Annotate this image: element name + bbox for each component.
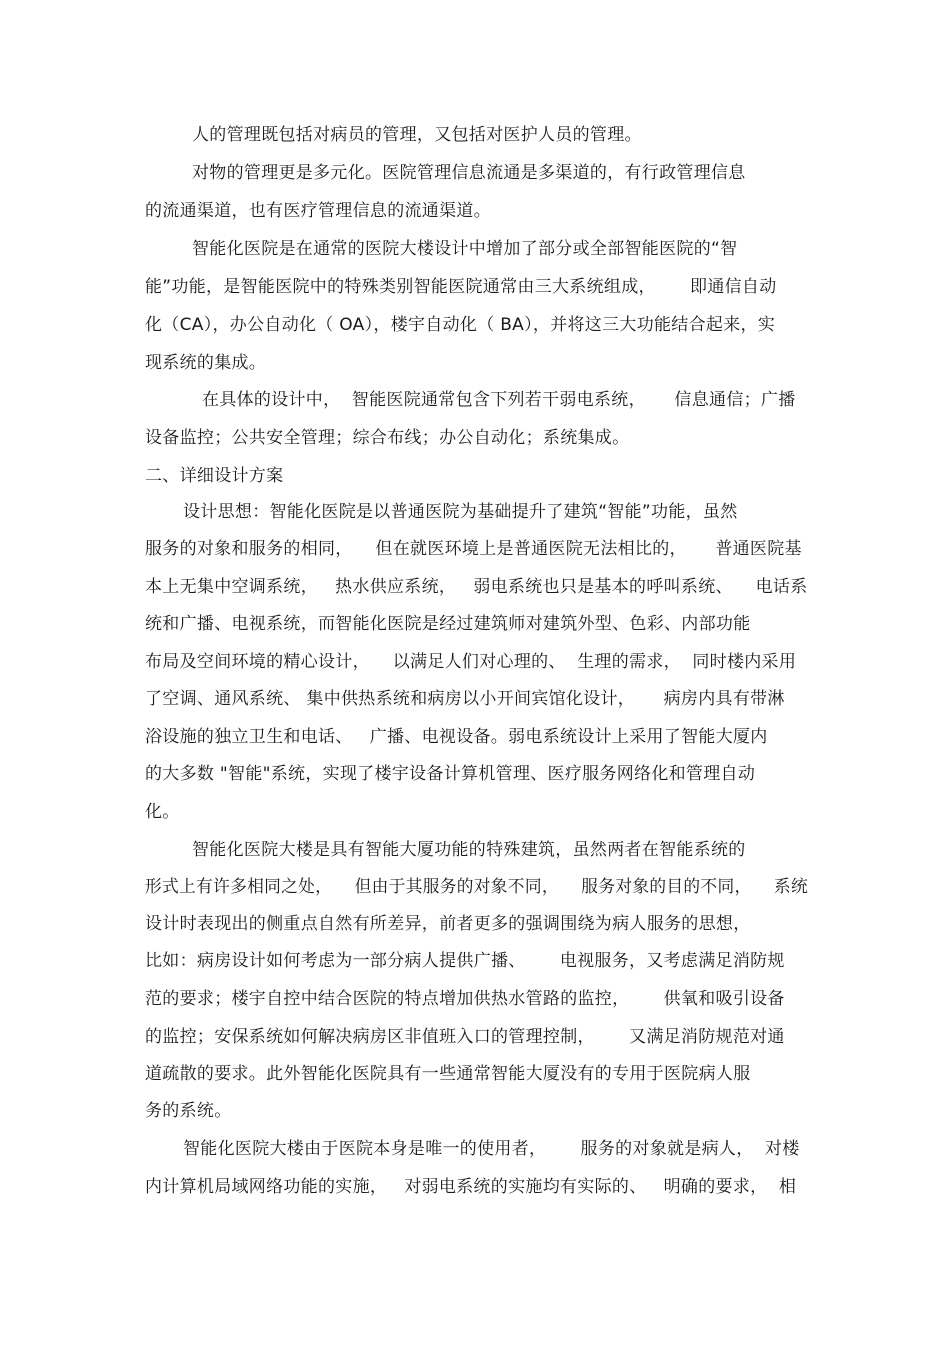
text-line: 统和广播、电视系统，而智能化医院是经过建筑师对建筑外型、色彩、内部功能 — [145, 614, 751, 634]
text-line: 了空调、通风系统、 集中供热系统和病房以小开间宾馆化设计， 病房内具有带淋 — [145, 689, 785, 709]
text-line: 设计思想：智能化医院是以普通医院为基础提升了建筑“智能”功能，虽然 — [183, 502, 738, 522]
text-line: 在具体的设计中， 智能医院通常包含下列若干弱电系统， 信息通信；广播 — [202, 390, 796, 410]
text-line: 布局及空间环境的精心设计， 以满足人们对心理的、 生理的需求， 同时楼内采用 — [145, 652, 797, 672]
text-line: 道疏散的要求。此外智能化医院具有一些通常智能大厦没有的专用于医院病人服 — [145, 1064, 751, 1084]
text-line: 智能化医院是在通常的医院大楼设计中增加了部分或全部智能医院的“智 — [192, 239, 738, 259]
text-line: 的流通渠道，也有医疗管理信息的流通渠道。 — [145, 201, 491, 221]
text-line: 本上无集中空调系统， 热水供应系统， 弱电系统也只是基本的呼叫系统、 电话系 — [145, 577, 808, 597]
text-line: 人的管理既包括对病员的管理，又包括对医护人员的管理。 — [192, 125, 642, 145]
text-line: 形式上有许多相同之处， 但由于其服务的对象不同， 服务对象的目的不同， 系统 — [145, 877, 808, 897]
text-line: 化。 — [145, 802, 180, 822]
text-line: 能”功能，是智能医院中的特殊类别智能医院通常由三大系统组成， 即通信自动 — [145, 277, 777, 297]
text-line: 比如：病房设计如何考虑为一部分病人提供广播、 电视服务，又考虑满足消防规 — [145, 951, 785, 971]
text-line: 内计算机局域网络功能的实施， 对弱电系统的实施均有实际的、 明确的要求， 相 — [145, 1177, 797, 1197]
section-heading: 二、详细设计方案 — [145, 466, 284, 486]
text-line: 智能化医院大楼由于医院本身是唯一的使用者， 服务的对象就是病人， 对楼 — [183, 1139, 800, 1159]
text-line: 浴设施的独立卫生和电话、 广播、电视设备。弱电系统设计上采用了智能大厦内 — [145, 727, 768, 747]
text-line: 设计时表现出的侧重点自然有所差异，前者更多的强调围绕为病人服务的思想， — [145, 914, 751, 934]
text-line: 的监控；安保系统如何解决病房区非值班入口的管理控制， 又满足消防规范对通 — [145, 1027, 785, 1047]
text-line: 现系统的集成。 — [145, 353, 267, 373]
text-line: 务的系统。 — [145, 1101, 232, 1121]
text-line: 化（CA），办公自动化（ OA），楼宇自动化（ BA），并将这三大功能结合起来，实 — [145, 315, 776, 335]
text-line: 范的要求；楼宇自控中结合医院的特点增加供热水管路的监控， 供氧和吸引设备 — [145, 989, 785, 1009]
text-line: 对物的管理更是多元化。医院管理信息流通是多渠道的，有行政管理信息 — [192, 163, 746, 183]
text-line: 智能化医院大楼是具有智能大厦功能的特殊建筑，虽然两者在智能系统的 — [192, 840, 746, 860]
text-line: 的大多数 "智能"系统，实现了楼宇设备计算机管理、医疗服务网络化和管理自动 — [145, 764, 756, 784]
text-line: 服务的对象和服务的相同， 但在就医环境上是普通医院无法相比的， 普通医院基 — [145, 539, 802, 559]
text-line: 设备监控；公共安全管理；综合布线；办公自动化；系统集成。 — [145, 428, 630, 448]
